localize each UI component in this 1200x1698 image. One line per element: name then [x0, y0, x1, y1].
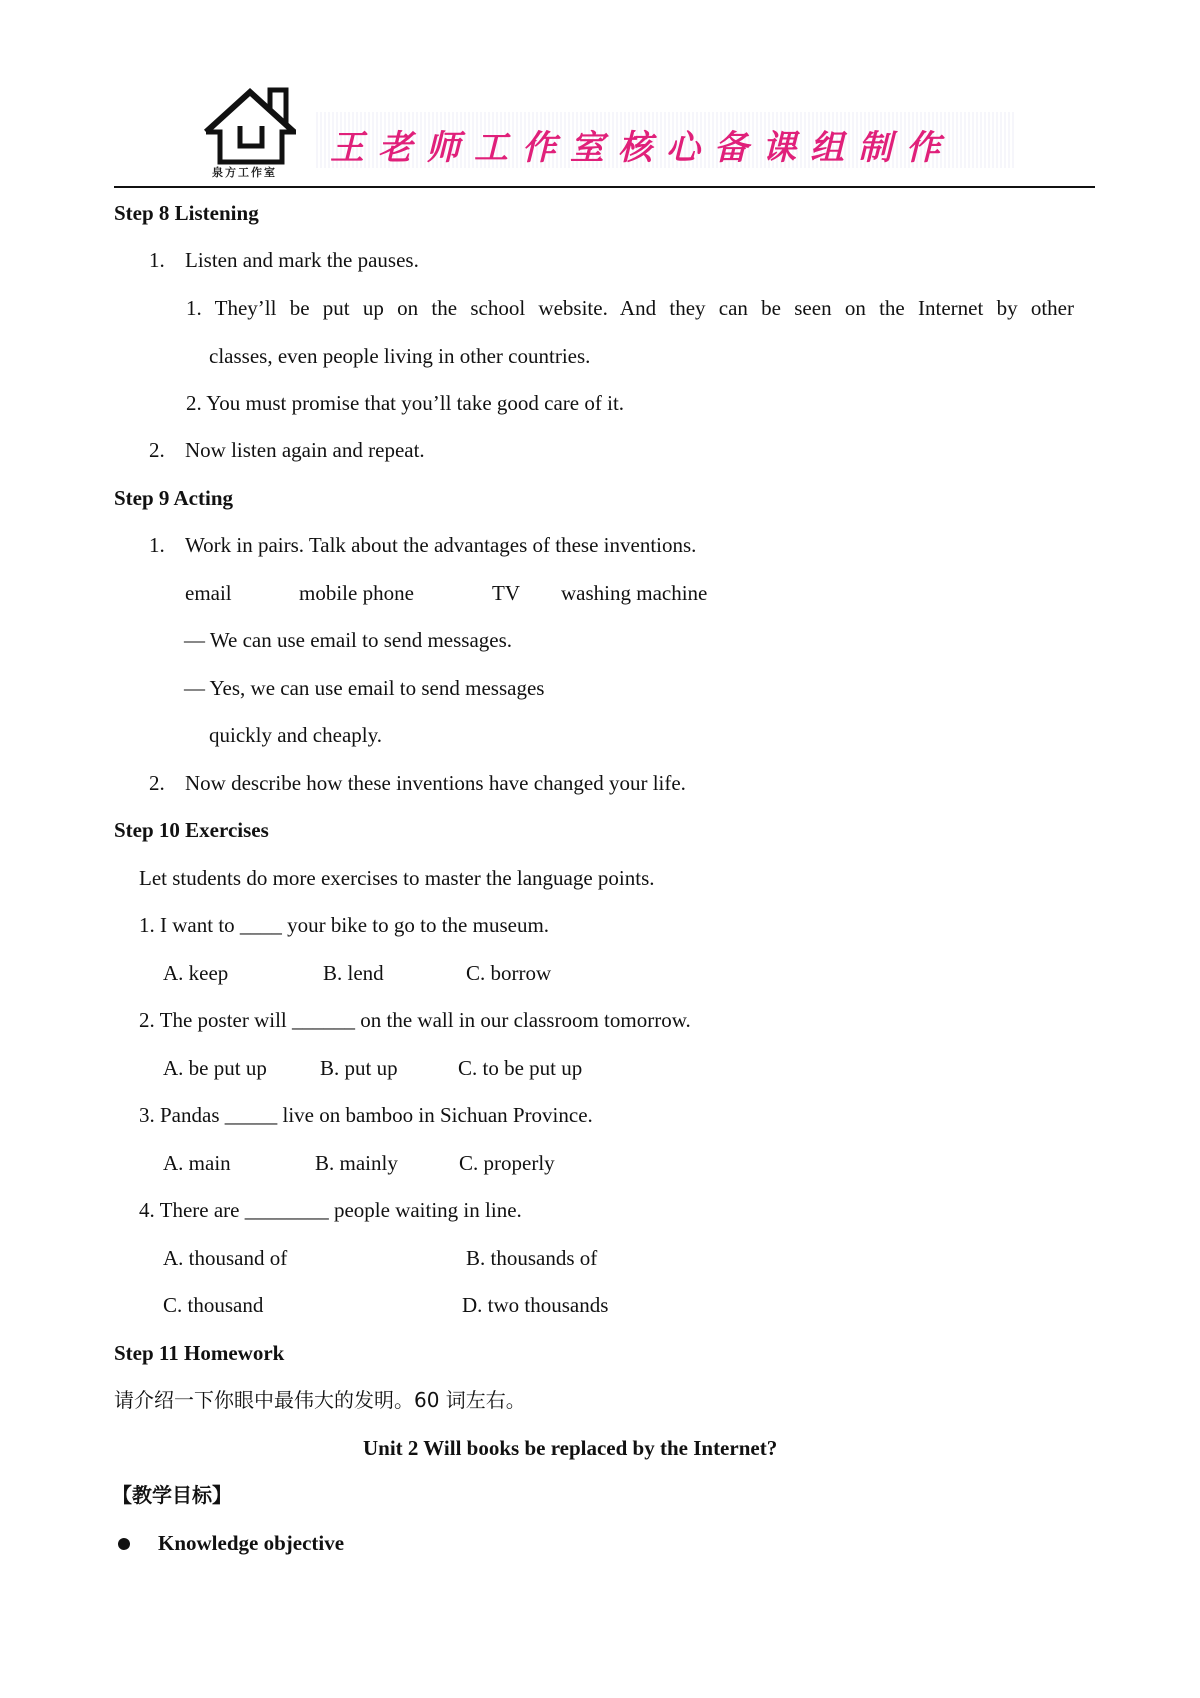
question-2-blank: ______: [292, 1008, 356, 1032]
q4-option-b: B. thousands of: [466, 1246, 598, 1270]
step8-item-2-text: Now listen again and repeat.: [185, 438, 425, 462]
step9-item-2-text: Now describe how these inventions have changed your life.: [185, 771, 686, 795]
step8-sentence-1-line1: 1. They’ll be put up on the school website. And they can be seen on the Internet by other: [186, 296, 1074, 320]
step9-heading: Step 9 Acting: [114, 486, 234, 510]
q3-option-b: B. mainly: [315, 1151, 398, 1175]
question-1-after: your bike to go to the museum.: [281, 913, 550, 937]
question-3: [139, 1102, 593, 1128]
step8-item-1-num: 1.: [149, 248, 165, 272]
q1-option-c: C. borrow: [466, 961, 552, 985]
step10-intro: Let students do more exercises to master the language points.: [139, 866, 655, 890]
objectives-heading: 【教学目标】: [112, 1483, 232, 1507]
q1-option-b: B. lend: [323, 961, 384, 985]
question-2: [139, 1007, 691, 1033]
q2-option-c: C. to be put up: [458, 1056, 583, 1080]
step8-heading: Step 8 Listening: [114, 201, 259, 225]
q4-option-a: A. thousand of: [163, 1246, 288, 1270]
step11-heading: Step 11 Homework: [114, 1341, 285, 1365]
q2-option-a: A. be put up: [163, 1056, 267, 1080]
question-4-before: 4. There are: [139, 1198, 245, 1222]
question-3-before: 3. Pandas: [139, 1103, 225, 1127]
logo-caption: 泉方工作室: [212, 166, 277, 179]
knowledge-objective: Knowledge objective: [158, 1531, 345, 1555]
q2-option-b: B. put up: [320, 1056, 398, 1080]
header-divider: [114, 186, 1095, 188]
banner: [316, 112, 1016, 168]
step9-item-2-num: 2.: [149, 771, 165, 795]
q4-option-c: C. thousand: [163, 1293, 264, 1317]
step10-heading: Step 10 Exercises: [114, 818, 269, 842]
step8-item-2-num: 2.: [149, 438, 165, 462]
q1-option-a: A. keep: [163, 961, 229, 985]
step8-sentence-2: 2. You must promise that you’ll take good care of it.: [186, 391, 625, 415]
unit2-title: Unit 2 Will books be replaced by the Internet?: [363, 1436, 778, 1460]
question-2-after: on the wall in our classroom tomorrow.: [355, 1008, 691, 1032]
question-4-after: people waiting in line.: [328, 1198, 522, 1222]
question-2-before: 2. The poster will: [139, 1008, 293, 1032]
question-3-blank: _____: [224, 1103, 278, 1127]
step8-sentence-1-line2: classes, even people living in other countries.: [209, 344, 591, 368]
bullet-icon: [118, 1538, 130, 1550]
question-4-blank: ________: [244, 1198, 329, 1222]
homework-task: 请介绍一下你眼中最伟大的发明。60 词左右。: [114, 1388, 526, 1412]
question-1: [139, 912, 549, 938]
q3-option-c: C. properly: [459, 1151, 555, 1175]
question-3-after: live on bamboo in Sichuan Province.: [277, 1103, 593, 1127]
q3-option-a: A. main: [163, 1151, 231, 1175]
dialogue-line-1: — We can use email to send messages.: [184, 628, 513, 652]
step9-item-1-num: 1.: [149, 533, 165, 557]
invention-mobile-phone: mobile phone: [299, 581, 414, 605]
step9-item-1-text: Work in pairs. Talk about the advantages of these inventions.: [185, 533, 697, 557]
invention-washing-machine: washing machine: [561, 581, 708, 605]
dialogue-line-2: — Yes, we can use email to send messages: [184, 676, 545, 700]
invention-email: email: [185, 581, 232, 605]
dialogue-line-3: quickly and cheaply.: [209, 723, 382, 747]
step8-item-1-text: Listen and mark the pauses.: [185, 248, 419, 272]
q4-option-d: D. two thousands: [462, 1293, 609, 1317]
question-1-before: 1. I want to: [139, 913, 240, 937]
question-1-blank: ____: [239, 913, 282, 937]
house-icon: [200, 84, 310, 184]
banner-text: 王老师工作室核心备课组制作: [330, 128, 954, 168]
invention-tv: TV: [492, 581, 520, 605]
page-header: [200, 84, 1020, 184]
question-4: [139, 1197, 522, 1223]
